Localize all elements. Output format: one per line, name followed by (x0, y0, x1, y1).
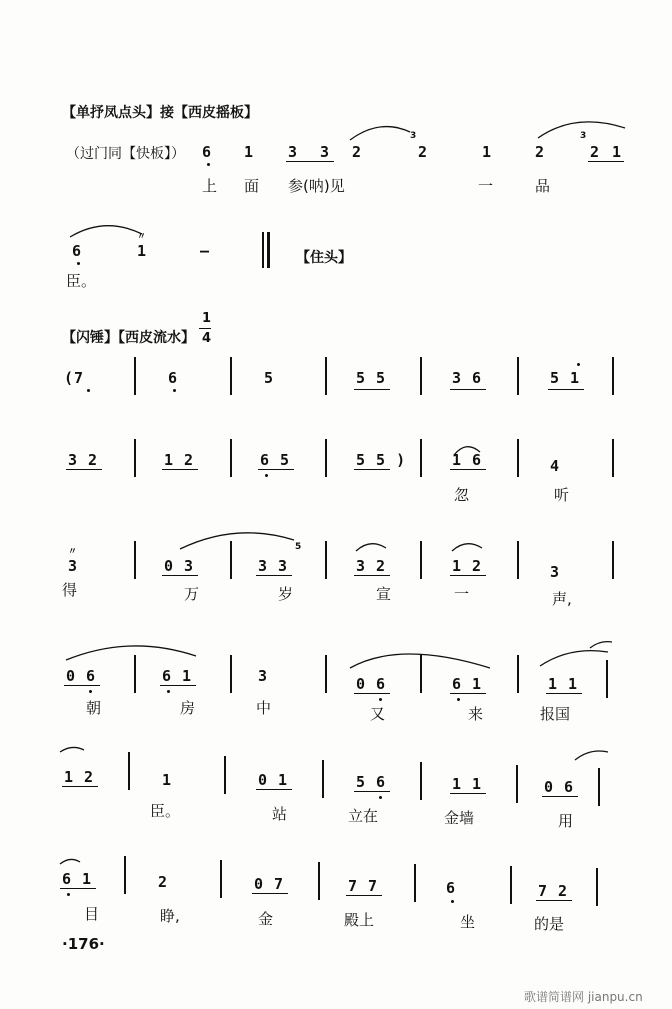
note: 6 (202, 143, 213, 161)
note-cell: 3 3 (258, 557, 289, 575)
lyric: 声, (552, 590, 572, 608)
lyric: 面 (244, 177, 260, 195)
lyric: 一 (478, 177, 494, 195)
zhutou-label: 【住头】 (296, 250, 352, 266)
note-cell: 6 5 (260, 451, 291, 469)
lyric: 又 (370, 705, 386, 723)
note-cell: 6 1 (452, 675, 483, 693)
meter-bottom: 4 (202, 331, 212, 346)
lyric: 品 (535, 177, 551, 195)
note-cell: 6 (446, 879, 457, 897)
note-cell: 5 1 (550, 369, 581, 387)
note: 3 (288, 143, 299, 161)
note-cell: 5 5 ) (356, 451, 407, 469)
watermark: 歌谱简谱网 jianpu.cn (524, 990, 643, 1004)
note-cell: 1 2 (164, 451, 195, 469)
note-cell: 4 (550, 457, 561, 475)
note-cell: 6 1 (62, 870, 93, 888)
lyric: 中 (256, 699, 272, 717)
lyric: 岁 (278, 585, 294, 603)
lyric: 一 (454, 585, 470, 603)
note-cell: 7 2 (538, 882, 569, 900)
note-cell: 1 2 (452, 557, 483, 575)
header-shanchui: 【闪锤】【西皮流水】 (62, 330, 195, 346)
meter-line (199, 328, 211, 329)
grace-note: 3 (580, 131, 587, 141)
note: 1 (482, 143, 493, 161)
note-cell: 6 (168, 369, 179, 387)
note-cell: 2 (158, 873, 169, 891)
lyric: 金墙 (444, 809, 475, 827)
note-cell: 1 1 (452, 775, 483, 793)
note-cell: 0 6 (66, 667, 97, 685)
header-banban: 【单抒凤点头】接【西皮摇板】 (62, 105, 258, 121)
lyric: 站 (272, 805, 288, 823)
lyric: 得 (62, 581, 78, 599)
note-cell: 1 1 (548, 675, 579, 693)
note-cell: 3 (550, 563, 561, 581)
note-cell: 0 7 (254, 875, 285, 893)
grace-note: 5 (295, 542, 302, 552)
note: 1 (612, 143, 623, 161)
lyric: 坐 (460, 913, 476, 931)
note: 2 (418, 143, 429, 161)
lyric: 房 (180, 699, 196, 717)
lyric: 听 (554, 486, 570, 504)
note-cell: 3 (68, 557, 79, 575)
note: 1 (137, 242, 148, 260)
note-cell: 5 5 (356, 369, 387, 387)
header-guomen: （过门同【快板】） (66, 146, 185, 162)
note: 2 (590, 143, 601, 161)
note-cell: 1 6 (452, 451, 483, 469)
note-cell: 5 6 (356, 773, 387, 791)
lyric: 上 (202, 177, 218, 195)
grace-note: 3 (410, 131, 417, 141)
note-cell: 0 6 (544, 778, 575, 796)
accent-mark: 〃 (137, 232, 147, 242)
lyric: 臣。 (66, 272, 97, 290)
lyric: 殿上 (344, 911, 375, 929)
note: 2 (535, 143, 546, 161)
lyric: 目 (84, 905, 100, 923)
lyric: 的是 (534, 915, 565, 933)
lyric: 立在 (348, 807, 379, 825)
lyric: 用 (558, 812, 574, 830)
note-cell: 1 (162, 771, 173, 789)
note-cell: (7 (64, 369, 85, 387)
lyric: 朝 (86, 699, 102, 717)
note-cell: 3 (258, 667, 269, 685)
note: 1 (244, 143, 255, 161)
accent-mark: 〃 (68, 547, 78, 557)
note-cell: 6 1 (162, 667, 193, 685)
lyric: 金 (258, 910, 274, 928)
note-cell: 0 6 (356, 675, 387, 693)
lyric: 来 (468, 705, 484, 723)
lyric: 宣 (376, 585, 392, 603)
lyric: 万 (184, 585, 200, 603)
note-cell: 3 2 (68, 451, 99, 469)
dash: — (200, 242, 211, 260)
note: 6 (72, 242, 83, 260)
note: 3 (320, 143, 331, 161)
note-cell: 7 7 (348, 877, 379, 895)
note-cell: 0 3 (164, 557, 195, 575)
note-cell: 5 (264, 369, 275, 387)
note-cell: 3 2 (356, 557, 387, 575)
lyric: 报国 (540, 705, 571, 723)
page-number: ·176· (62, 935, 105, 953)
note-cell: 1 2 (64, 768, 95, 786)
lyric: 睁, (160, 907, 180, 925)
lyric: 臣。 (150, 802, 181, 820)
note-cell: 3 6 (452, 369, 483, 387)
note-cell: 0 1 (258, 771, 289, 789)
note: 2 (352, 143, 363, 161)
lyric: 忽 (454, 486, 470, 504)
meter-top: 1 (202, 311, 212, 326)
lyric: 参(呐)见 (288, 177, 345, 195)
